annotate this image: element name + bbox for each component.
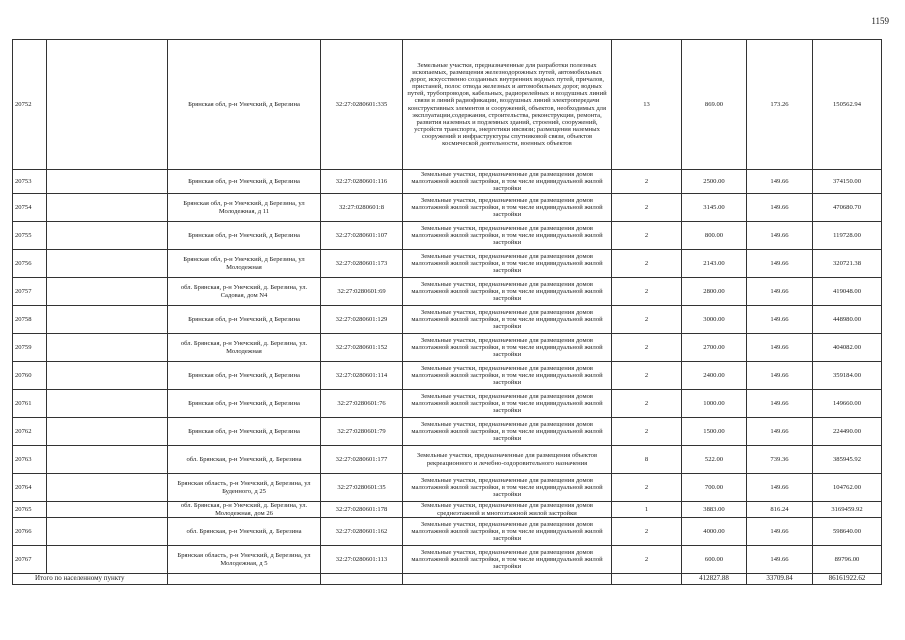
area-cell: 3000.00 xyxy=(682,306,747,334)
area-cell: 869.00 xyxy=(682,40,747,170)
cadastral-number-cell: 32:27:0280601:107 xyxy=(321,222,403,250)
cadastral-number-cell: 32:27:0280601:152 xyxy=(321,334,403,362)
category-cell: 13 xyxy=(612,40,682,170)
table-row xyxy=(13,194,882,222)
row-number: 20752 xyxy=(13,40,47,170)
cadastral-number-cell: 32:27:0280601:177 xyxy=(321,446,403,474)
land-use-cell: Земельные участки, предназначенные для размещения домов среднеэтажной и многоэтажной жилой застройки xyxy=(403,502,612,518)
category-cell: 8 xyxy=(612,446,682,474)
land-use-cell: Земельные участки, предназначенные для разработки полезных ископаемых, размещения железнодорожных путей, автомобильных дорог, искусственно созданных внутренних водных путей, причалов, пристаней, полос отвода железных и автомобильных дорог, водных путей, трубопроводов, кабельных, радиорелейных и воздушных линий связи и линий радиофикации, воздушных линий электропередачи конструктивных элементов и сооружений, объектов, необходимых для эксплуатации,содержания, строительства, реконструкции, ремонта, развития наземных и подземных зданий, строений, сооружений, устройств транспорта, энергетики ивсвязи; размещения наземных сооружений и инфраструктуры спутниковой связи, объектов космической деятельности, военных объектов xyxy=(403,40,612,170)
row-number: 20756 xyxy=(13,250,47,278)
empty-cell xyxy=(47,446,168,474)
total-row xyxy=(13,574,882,585)
cadastral-value-cell: 119728.00 xyxy=(813,222,882,250)
address-cell: обл. Брянская, р-н Унечский, д. Березина, ул. Молодежная, дом 26 xyxy=(168,502,321,518)
area-cell: 2400.00 xyxy=(682,362,747,390)
row-number: 20757 xyxy=(13,278,47,306)
area-cell: 700.00 xyxy=(682,474,747,502)
cadastral-number-cell: 32:27:0280601:162 xyxy=(321,518,403,546)
rate-cell: 149.66 xyxy=(747,362,813,390)
address-cell: Брянская область, р-н Унечский, д Березина, ул Буденного, д 25 xyxy=(168,474,321,502)
category-cell: 1 xyxy=(612,502,682,518)
area-cell: 3145.00 xyxy=(682,194,747,222)
address-cell: обл. Брянская, р-н Унечский, д. Березина xyxy=(168,518,321,546)
empty-cell xyxy=(47,546,168,574)
table-row xyxy=(13,474,882,502)
table-row xyxy=(13,518,882,546)
address-cell: Брянская обл, р-н Унечский, д Березина xyxy=(168,306,321,334)
empty-cell xyxy=(168,574,321,585)
cadastral-number-cell: 32:27:0280601:335 xyxy=(321,40,403,170)
row-number: 20764 xyxy=(13,474,47,502)
rate-cell: 149.66 xyxy=(747,418,813,446)
row-number: 20754 xyxy=(13,194,47,222)
category-cell: 2 xyxy=(612,250,682,278)
land-use-cell: Земельные участки, предназначенные для размещения домов малоэтажной жилой застройки, в том числе индивидуальной жилой застройки xyxy=(403,474,612,502)
cadastral-number-cell: 32:27:0280601:35 xyxy=(321,474,403,502)
address-cell: Брянская обл, р-н Унечский, д Березина xyxy=(168,170,321,194)
cadastral-value-cell: 320721.38 xyxy=(813,250,882,278)
empty-cell xyxy=(47,502,168,518)
page-number: 1159 xyxy=(871,16,889,26)
cadastral-value-cell: 404082.00 xyxy=(813,334,882,362)
address-cell: Брянская обл, р-н Унечский, д Березина xyxy=(168,362,321,390)
area-cell: 1000.00 xyxy=(682,390,747,418)
table-row xyxy=(13,446,882,474)
cadastral-value-cell: 374150.00 xyxy=(813,170,882,194)
cadastral-number-cell: 32:27:0280601:79 xyxy=(321,418,403,446)
row-number: 20761 xyxy=(13,390,47,418)
total-rate: 33709.84 xyxy=(747,574,813,585)
area-cell: 1500.00 xyxy=(682,418,747,446)
address-cell: Брянская обл, р-н Унечский, д Березина xyxy=(168,40,321,170)
empty-cell xyxy=(47,170,168,194)
row-number: 20759 xyxy=(13,334,47,362)
address-cell: обл. Брянская, р-н Унечский, д. Березина, ул. Садовая, дом N4 xyxy=(168,278,321,306)
table-row xyxy=(13,40,882,170)
empty-cell xyxy=(47,306,168,334)
land-use-cell: Земельные участки, предназначенные для размещения объектов рекреационного и лечебно-оздоровительного назначения xyxy=(403,446,612,474)
cadastral-value-cell: 598640.00 xyxy=(813,518,882,546)
empty-cell xyxy=(47,474,168,502)
cadastral-value-cell: 150562.94 xyxy=(813,40,882,170)
land-use-cell: Земельные участки, предназначенные для размещения домов малоэтажной жилой застройки, в том числе индивидуальной жилой застройки xyxy=(403,518,612,546)
table-row xyxy=(13,362,882,390)
row-number: 20753 xyxy=(13,170,47,194)
cadastral-number-cell: 32:27:0280601:129 xyxy=(321,306,403,334)
cadastral-value-table xyxy=(12,39,882,585)
cadastral-value-cell: 149660.00 xyxy=(813,390,882,418)
table-row xyxy=(13,170,882,194)
cadastral-number-cell: 32:27:0280601:113 xyxy=(321,546,403,574)
category-cell: 2 xyxy=(612,222,682,250)
table-row xyxy=(13,250,882,278)
rate-cell: 739.36 xyxy=(747,446,813,474)
category-cell: 2 xyxy=(612,418,682,446)
area-cell: 3883.00 xyxy=(682,502,747,518)
empty-cell xyxy=(612,574,682,585)
cadastral-value-cell: 448980.00 xyxy=(813,306,882,334)
area-cell: 800.00 xyxy=(682,222,747,250)
empty-cell xyxy=(47,418,168,446)
empty-cell xyxy=(47,222,168,250)
category-cell: 2 xyxy=(612,306,682,334)
table-body xyxy=(13,40,882,585)
cadastral-value-cell: 419048.00 xyxy=(813,278,882,306)
empty-cell xyxy=(47,390,168,418)
category-cell: 2 xyxy=(612,390,682,418)
empty-cell xyxy=(47,362,168,390)
land-use-cell: Земельные участки, предназначенные для размещения домов малоэтажной жилой застройки, в том числе индивидуальной жилой застройки xyxy=(403,278,612,306)
address-cell: обл. Брянская, р-н Унечский, д. Березина xyxy=(168,446,321,474)
rate-cell: 149.66 xyxy=(747,306,813,334)
rate-cell: 149.66 xyxy=(747,250,813,278)
total-label: Итого по населенному пункту xyxy=(13,574,168,585)
rate-cell: 149.66 xyxy=(747,222,813,250)
rate-cell: 149.66 xyxy=(747,518,813,546)
table-row xyxy=(13,306,882,334)
area-cell: 2143.00 xyxy=(682,250,747,278)
address-cell: Брянская обл, р-н Унечский, д Березина, ул Молодежная xyxy=(168,250,321,278)
land-use-cell: Земельные участки, предназначенные для размещения домов малоэтажной жилой застройки, в том числе индивидуальной жилой застройки xyxy=(403,362,612,390)
cadastral-number-cell: 32:27:0280601:178 xyxy=(321,502,403,518)
table-row xyxy=(13,222,882,250)
cadastral-value-cell: 3169459.92 xyxy=(813,502,882,518)
address-cell: Брянская обл, р-н Унечский, д Березина xyxy=(168,222,321,250)
empty-cell xyxy=(47,40,168,170)
rate-cell: 149.66 xyxy=(747,278,813,306)
cadastral-number-cell: 32:27:0280601:173 xyxy=(321,250,403,278)
area-cell: 2500.00 xyxy=(682,170,747,194)
area-cell: 4000.00 xyxy=(682,518,747,546)
row-number: 20762 xyxy=(13,418,47,446)
table-row xyxy=(13,278,882,306)
row-number: 20760 xyxy=(13,362,47,390)
rate-cell: 149.66 xyxy=(747,474,813,502)
category-cell: 2 xyxy=(612,518,682,546)
land-use-cell: Земельные участки, предназначенные для размещения домов малоэтажной жилой застройки, в том числе индивидуальной жилой застройки xyxy=(403,390,612,418)
cadastral-value-cell: 104762.00 xyxy=(813,474,882,502)
area-cell: 522.00 xyxy=(682,446,747,474)
area-cell: 2800.00 xyxy=(682,278,747,306)
land-use-cell: Земельные участки, предназначенные для размещения домов малоэтажной жилой застройки, в том числе индивидуальной жилой застройки xyxy=(403,170,612,194)
total-area: 412827.88 xyxy=(682,574,747,585)
empty-cell xyxy=(403,574,612,585)
category-cell: 2 xyxy=(612,334,682,362)
category-cell: 2 xyxy=(612,278,682,306)
cadastral-number-cell: 32:27:0280601:76 xyxy=(321,390,403,418)
land-use-cell: Земельные участки, предназначенные для размещения домов малоэтажной жилой застройки, в том числе индивидуальной жилой застройки xyxy=(403,194,612,222)
table-row xyxy=(13,334,882,362)
empty-cell xyxy=(47,334,168,362)
rate-cell: 149.66 xyxy=(747,390,813,418)
land-use-cell: Земельные участки, предназначенные для размещения домов малоэтажной жилой застройки, в том числе индивидуальной жилой застройки xyxy=(403,546,612,574)
cadastral-number-cell: 32:27:0280601:69 xyxy=(321,278,403,306)
cadastral-number-cell: 32:27:0280601:116 xyxy=(321,170,403,194)
address-cell: Брянская обл, р-н Унечский, д Березина xyxy=(168,390,321,418)
row-number: 20758 xyxy=(13,306,47,334)
cadastral-number-cell: 32:27:0280601:8 xyxy=(321,194,403,222)
row-number: 20767 xyxy=(13,546,47,574)
category-cell: 2 xyxy=(612,546,682,574)
category-cell: 2 xyxy=(612,170,682,194)
land-use-cell: Земельные участки, предназначенные для размещения домов малоэтажной жилой застройки, в том числе индивидуальной жилой застройки xyxy=(403,222,612,250)
row-number: 20766 xyxy=(13,518,47,546)
cadastral-value-cell: 385945.92 xyxy=(813,446,882,474)
rate-cell: 149.66 xyxy=(747,194,813,222)
address-cell: Брянская область, р-н Унечский, д Березина, ул Молодежная, д 5 xyxy=(168,546,321,574)
empty-cell xyxy=(47,250,168,278)
rate-cell: 173.26 xyxy=(747,40,813,170)
empty-cell xyxy=(47,278,168,306)
cadastral-value-cell: 224490.00 xyxy=(813,418,882,446)
row-number: 20765 xyxy=(13,502,47,518)
area-cell: 2700.00 xyxy=(682,334,747,362)
category-cell: 2 xyxy=(612,194,682,222)
row-number: 20763 xyxy=(13,446,47,474)
cadastral-value-cell: 359184.00 xyxy=(813,362,882,390)
address-cell: обл. Брянская, р-н Унечский, д. Березина, ул. Молодежная xyxy=(168,334,321,362)
empty-cell xyxy=(47,518,168,546)
rate-cell: 149.66 xyxy=(747,334,813,362)
table-row xyxy=(13,418,882,446)
table-row xyxy=(13,546,882,574)
table-row xyxy=(13,502,882,518)
cadastral-value-cell: 470680.70 xyxy=(813,194,882,222)
rate-cell: 149.66 xyxy=(747,170,813,194)
address-cell: Брянская обл, р-н Унечский, д Березина xyxy=(168,418,321,446)
row-number: 20755 xyxy=(13,222,47,250)
category-cell: 2 xyxy=(612,362,682,390)
rate-cell: 149.66 xyxy=(747,546,813,574)
land-use-cell: Земельные участки, предназначенные для размещения домов малоэтажной жилой застройки, в том числе индивидуальной жилой застройки xyxy=(403,334,612,362)
rate-cell: 816.24 xyxy=(747,502,813,518)
cadastral-number-cell: 32:27:0280601:114 xyxy=(321,362,403,390)
land-use-cell: Земельные участки, предназначенные для размещения домов малоэтажной жилой застройки, в том числе индивидуальной жилой застройки xyxy=(403,306,612,334)
land-use-cell: Земельные участки, предназначенные для размещения домов малоэтажной жилой застройки, в том числе индивидуальной жилой застройки xyxy=(403,250,612,278)
empty-cell xyxy=(47,194,168,222)
area-cell: 600.00 xyxy=(682,546,747,574)
table-row xyxy=(13,390,882,418)
empty-cell xyxy=(321,574,403,585)
cadastral-value-cell: 89796.00 xyxy=(813,546,882,574)
category-cell: 2 xyxy=(612,474,682,502)
land-use-cell: Земельные участки, предназначенные для размещения домов малоэтажной жилой застройки, в том числе индивидуальной жилой застройки xyxy=(403,418,612,446)
total-value: 86161922.62 xyxy=(813,574,882,585)
address-cell: Брянская обл, р-н Унечский, д Березина, ул Молодежная, д 11 xyxy=(168,194,321,222)
